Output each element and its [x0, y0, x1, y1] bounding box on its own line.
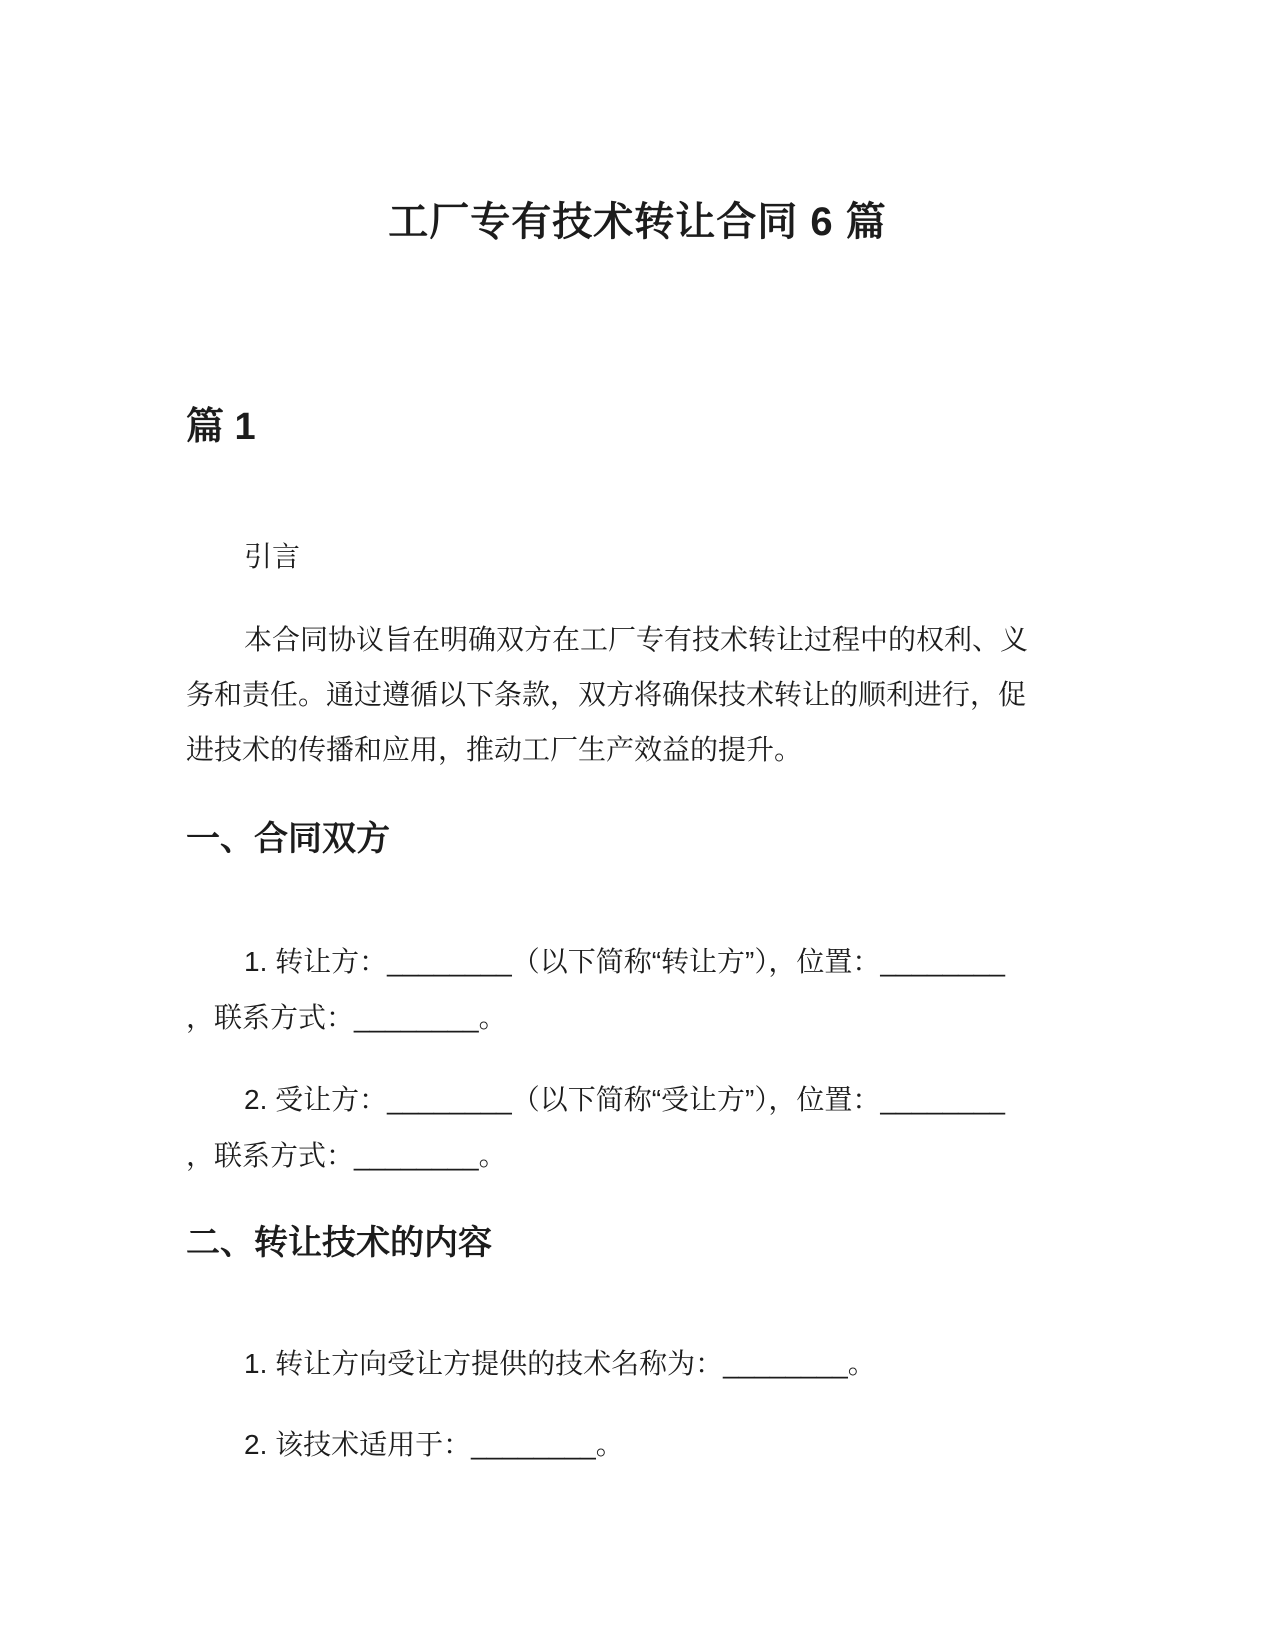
section-1-clause-2-line-1: 2. 受让方：________（以下简称“受让方”），位置：________ — [244, 1084, 1005, 1115]
intro-paragraph-line-3: 进技术的传播和应用，推动工厂生产效益的提升。 — [186, 734, 803, 765]
section-1-heading: 一、合同双方 — [186, 820, 390, 858]
section-2-clause-1-line-1: 1. 转让方向受让方提供的技术名称为：________。 — [244, 1348, 876, 1379]
section-1-clause-1 — [186, 934, 1106, 1046]
section-2-clause-2-line-1: 2. 该技术适用于：________。 — [244, 1429, 624, 1460]
section-1-clause-1-line-2: ，联系方式：________。 — [186, 1002, 507, 1033]
document-title: 工厂专有技术转让合同 6 篇 — [388, 200, 887, 244]
part-1-heading: 篇 1 — [186, 406, 256, 448]
section-1-clause-2-line-2: ，联系方式：________。 — [186, 1140, 507, 1171]
section-2-clause-2 — [186, 1417, 1106, 1473]
intro-paragraph-line-2: 务和责任。通过遵循以下条款，双方将确保技术转让的顺利进行，促 — [186, 679, 1027, 710]
section-2-heading: 二、转让技术的内容 — [186, 1224, 492, 1262]
section-1-clause-2 — [186, 1072, 1106, 1184]
intro-label: 引言 — [244, 541, 301, 572]
section-1-clause-1-line-1: 1. 转让方：________（以下简称“转让方”），位置：________ — [244, 946, 1005, 977]
section-2-clause-1 — [186, 1336, 1106, 1392]
intro-paragraph-line-1: 本合同协议旨在明确双方在工厂专有技术转让过程中的权利、义 — [244, 624, 1029, 655]
intro-paragraph — [186, 612, 1106, 777]
